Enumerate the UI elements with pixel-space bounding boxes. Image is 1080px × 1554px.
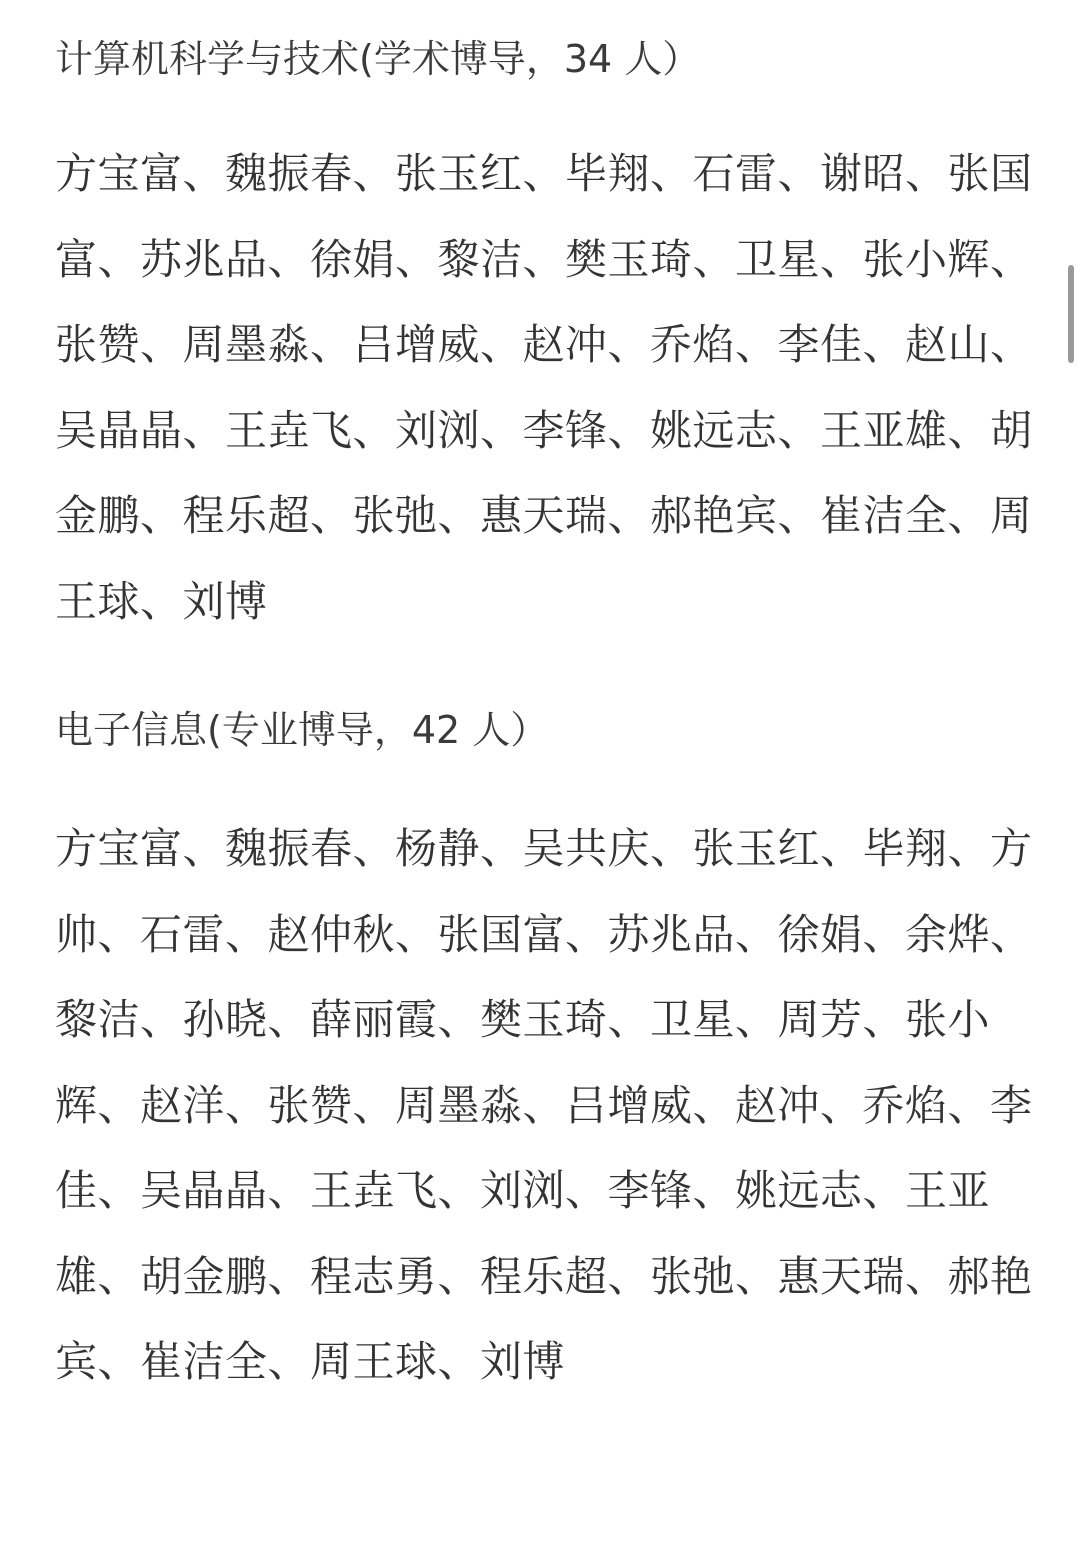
scrollbar-thumb[interactable]: [1068, 265, 1074, 363]
section-heading-computer-science: 计算机科学与技术(学术博导，34 人）: [55, 37, 701, 81]
section-heading-electronic-information: 电子信息(专业博导，42 人）: [55, 708, 549, 752]
scrollbar[interactable]: [1064, 0, 1080, 1554]
article-content: [55, 0, 1033, 1405]
section-divider-space: [55, 644, 1033, 706]
name-list-computer-science: 方宝富、魏振春、张玉红、毕翔、石雷、谢昭、张国富、苏兆品、徐娟、黎洁、樊玉琦、卫星、张小辉、张赞、周墨淼、吕增威、赵冲、乔焰、李佳、赵山、吴晶晶、王垚飞、刘浏、李锋、姚远志、王亚雄、胡金鹏、程乐超、张弛、惠天瑞、郝艳宾、崔洁全、周王球、刘博: [55, 149, 1033, 626]
name-list-electronic-information: 方宝富、魏振春、杨静、吴共庆、张玉红、毕翔、方帅、石雷、赵仲秋、张国富、苏兆品、徐娟、余烨、黎洁、孙晓、薛丽霞、樊玉琦、卫星、周芳、张小辉、赵洋、张赞、周墨淼、吕增威、赵冲、乔焰、李佳、吴晶晶、王垚飞、刘浏、李锋、姚远志、王亚雄、胡金鹏、程志勇、程乐超、张弛、惠天瑞、郝艳宾、崔洁全、周王球、刘博: [55, 824, 1033, 1386]
